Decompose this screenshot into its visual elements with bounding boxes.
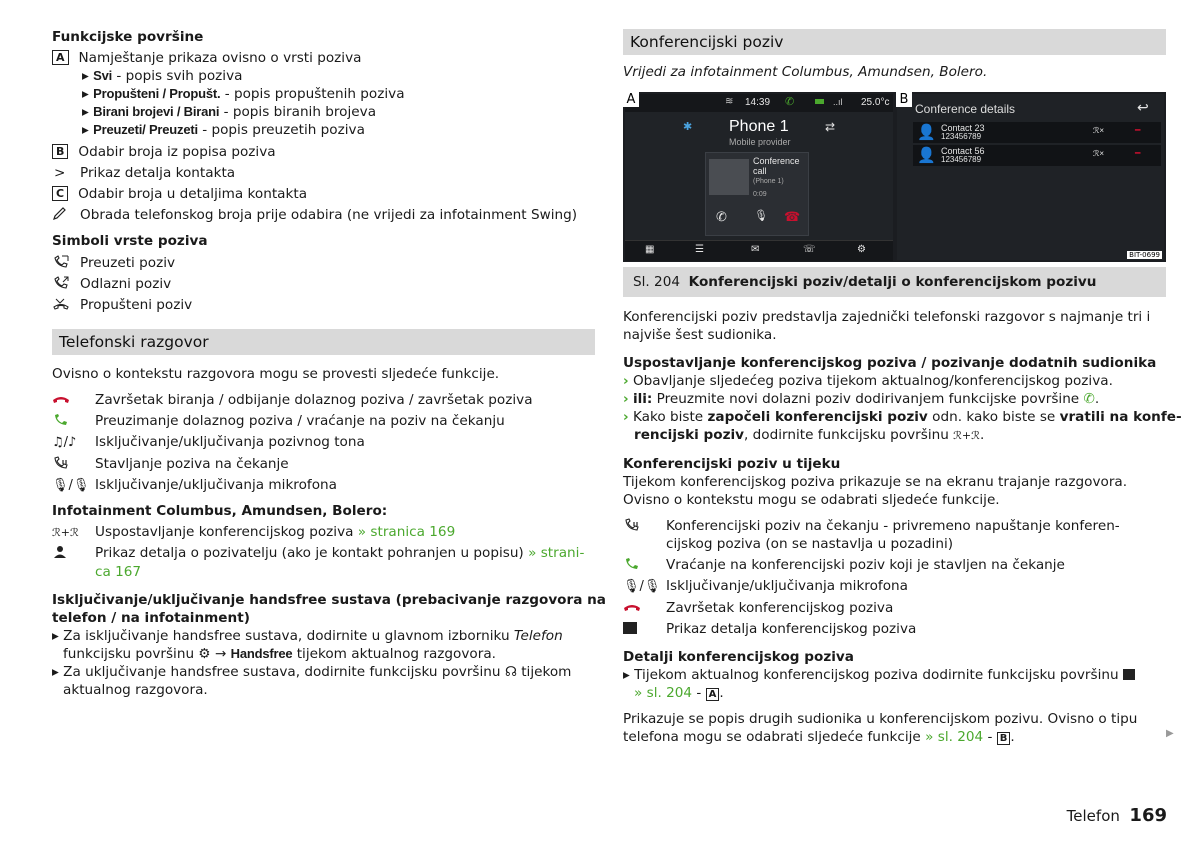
- contact-name: Contact 56: [941, 146, 985, 156]
- keypad-nav-icon[interactable]: ▦: [645, 244, 655, 255]
- fig-link-2[interactable]: » sl. 204: [925, 729, 984, 745]
- hf2-line2: aktualnog razgovora.: [63, 682, 208, 698]
- details-1: ▸ Tijekom aktualnog konferencijskog poziva dodirnite funkcijsku površinu: [623, 666, 1135, 684]
- label-a-box: A: [52, 50, 69, 65]
- handsfree-speaker-icon: ☊: [504, 664, 517, 680]
- contact-row-1[interactable]: [913, 122, 1161, 143]
- settings-nav-icon[interactable]: ⚙: [857, 244, 866, 255]
- conf-setup-row: ℛ+ℛ Uspostavljanje konferencijskog poziva » stranica 169: [52, 524, 456, 540]
- accept-call-icon: ✆: [1083, 391, 1095, 407]
- section-konferencijski-poziv: Konferencijski poziv: [623, 29, 1166, 55]
- microphone-icon: 🎙/🎙: [52, 478, 90, 493]
- hold-call-icon: [52, 456, 70, 470]
- figure-label-a: A: [623, 92, 639, 107]
- intro-text: Ovisno o kontekstu razgovora mogu se provesti sljedeće funkcije.: [52, 366, 500, 382]
- r-end: Završetak konferencijskog poziva: [623, 599, 893, 617]
- page-footer: [1067, 805, 1167, 826]
- conference-add-icon: ℛ+ℛ: [52, 526, 79, 539]
- private-call-icon[interactable]: ℛ×: [1093, 126, 1105, 135]
- contact-avatar-icon: 👤: [917, 147, 936, 164]
- handsfree-title-2: telefon / na infotainment): [52, 610, 250, 626]
- phone-provider: Mobile provider: [729, 137, 791, 147]
- symbol-received: Preuzeti poziv: [52, 254, 175, 272]
- outgoing-call-icon: [52, 276, 70, 290]
- bell-mute-icon: ♫/♪: [52, 435, 77, 450]
- applies-text: Vrijedi za infotainment Columbus, Amundsen, Bolero.: [623, 64, 988, 80]
- sub-item-2: ▸ Propušteni / Propušt. - popis propuštenih poziva: [82, 86, 405, 102]
- conference-details-icon: [1123, 669, 1135, 680]
- figure-label-b: B: [896, 92, 912, 107]
- caller-detail-row: Prikaz detalja o pozivatelju (ako je kontakt pohranjen u popisu) » strani-: [52, 544, 584, 562]
- missed-call-icon: [52, 297, 70, 311]
- details-1-cont: » sl. 204 - A .: [634, 685, 724, 701]
- conference-label-1: Conference: [753, 156, 800, 166]
- establish-title: Uspostavljanje konferencijskog poziva / pozivanje dodatnih sudionika: [623, 355, 1157, 371]
- phone-switch-icon: ⇄: [825, 120, 836, 134]
- wifi-icon: ≋: [725, 96, 734, 107]
- status-bar: [625, 94, 893, 112]
- hf2-line1: ▸ Za uključivanje handsfree sustava, dodirnite funkcijsku površinu ☊ tijekom: [52, 664, 572, 680]
- settings-gear-icon: ⚙: [198, 646, 211, 662]
- func-end-call: Završetak biranja / odbijanje dolaznog poziva / završetak poziva: [52, 391, 533, 409]
- hold-call-icon: [623, 518, 641, 532]
- screen-a: [625, 94, 893, 260]
- end-call-icon: [623, 602, 641, 612]
- bluetooth-icon: ✱: [683, 121, 693, 133]
- handsfree-title-1: Isključivanje/uključivanje handsfree sustava (prebacivanje razgovora na: [52, 592, 606, 608]
- r-hold-cont: cijskog poziva (on se nastavlja u pozadini): [666, 536, 954, 552]
- contact-name: Contact 23: [941, 123, 985, 133]
- conference-card: [705, 152, 809, 236]
- details-2: Prikazuje se popis drugih sudionika u konferencijskom pozivu. Ovisno o tipu: [623, 711, 1138, 727]
- private-call-icon[interactable]: ℛ×: [1093, 149, 1105, 158]
- figure-code: BIT-0699: [1129, 251, 1160, 259]
- hold-button[interactable]: ✆: [716, 209, 727, 224]
- pencil-icon: [52, 207, 68, 221]
- gt-symbol: >: [54, 165, 66, 181]
- end-call-button[interactable]: ☎: [784, 209, 801, 224]
- continue-arrow-icon: ▶: [1166, 728, 1174, 739]
- establish-3-cont: rencijski poziv, dodirnite funkcijsku površinu ℛ+ℛ.: [634, 427, 985, 443]
- func-hold: Stavljanje poziva na čekanje: [52, 455, 289, 473]
- func-accept-call: Preuzimanje dolaznog poziva / vraćanje na poziv na čekanju: [52, 412, 505, 430]
- label-c-box: C: [52, 186, 68, 201]
- r-details: Prikaz detalja konferencijskog poziva: [623, 620, 916, 638]
- screen-b: [897, 94, 1164, 260]
- contact-number: 123456789: [941, 132, 982, 141]
- func-mic: 🎙/🎙 Isključivanje/uključivanja mikrofona: [52, 477, 337, 493]
- figure-204: [623, 92, 1166, 262]
- symbol-missed: Propušteni poziv: [52, 296, 192, 314]
- status-temp: 25.0°c: [861, 97, 890, 108]
- conference-add-icon: ℛ+ℛ: [953, 429, 980, 442]
- person-icon: [52, 545, 68, 559]
- end-participant-icon[interactable]: ━: [1135, 125, 1141, 135]
- contact-number: 123456789: [941, 155, 982, 164]
- sub-item-4: ▸ Preuzeti/ Preuzeti - popis preuzetih poziva: [82, 122, 365, 138]
- symbol-outgoing: Odlazni poziv: [52, 275, 171, 293]
- call-duration: 0:09: [753, 191, 767, 198]
- func-ring-tone: ♫/♪ Isključivanje/uključivanja pozivnog tona: [52, 434, 365, 450]
- label-b-box: B: [52, 144, 68, 159]
- details-title: Detalji konferencijskog poziva: [623, 649, 854, 665]
- infotainment-title: Infotainment Columbus, Amundsen, Bolero:: [52, 503, 388, 519]
- contact-avatar-icon: 👤: [917, 124, 936, 141]
- conference-details-title: Conference details: [915, 102, 1016, 116]
- received-call-icon: [52, 255, 70, 269]
- footer-section: Telefon: [1066, 807, 1120, 825]
- back-button[interactable]: ↩: [1137, 99, 1149, 115]
- functional-title: Funkcijske površine: [52, 29, 204, 45]
- during-1: Tijekom konferencijskog poziva prikazuje se na ekranu trajanje razgovora.: [623, 474, 1128, 490]
- item-a: A Namještanje prikaza ovisno o vrsti poziva: [52, 49, 361, 67]
- section-telefonski-razgovor: Telefonski razgovor: [52, 329, 595, 355]
- symbols-title: Simboli vrste poziva: [52, 233, 208, 249]
- conf-page-link[interactable]: » stranica 169: [357, 524, 456, 540]
- end-participant-icon[interactable]: ━: [1135, 148, 1141, 158]
- item-c: C Odabir broja u detaljima kontakta: [52, 185, 307, 203]
- mic-button[interactable]: 🎙: [754, 210, 768, 222]
- battery-icon: [815, 99, 824, 104]
- details-2-cont: telefona mogu se odabrati sljedeće funkcije » sl. 204 - B .: [623, 729, 1015, 745]
- detail-link-2[interactable]: ca 167: [95, 564, 142, 580]
- r-resume: Vraćanje na konferencijski poziv koji je stavljen na čekanje: [623, 556, 1065, 574]
- message-nav-icon[interactable]: ✉: [751, 244, 760, 255]
- during-title: Konferencijski poziv u tijeku: [623, 456, 841, 472]
- item-gt: > Prikaz detalja kontakta: [54, 165, 236, 181]
- accept-call-icon: [623, 557, 641, 571]
- page-number: 169: [1129, 805, 1167, 826]
- conference-label-2: call: [753, 166, 767, 176]
- conference-details-icon: [623, 622, 637, 634]
- microphone-icon: 🎙/🎙: [623, 579, 661, 594]
- conf-definition: Konferencijski poziv predstavlja zajednički telefonski razgovor s najmanje tri i najviše šest sudionika.: [623, 309, 1151, 343]
- status-time: 14:39: [745, 97, 771, 108]
- sub-item-3: ▸ Birani brojevi / Birani - popis biranih brojeva: [82, 104, 377, 120]
- contact-row-2[interactable]: [913, 145, 1161, 166]
- establish-3: › Kako biste započeli konferencijski poziv odn. kako biste se vratili na konfe-: [623, 409, 1182, 425]
- accept-call-icon: [52, 413, 70, 427]
- item-b: B Odabir broja iz popisa poziva: [52, 143, 276, 161]
- phone-name: Phone 1: [729, 118, 789, 135]
- call-list-nav-icon[interactable]: ☏: [803, 244, 816, 255]
- establish-2: › ili: Preuzmite novi dolazni poziv dodirivanjem funkcijske površine ✆.: [623, 391, 1100, 407]
- conference-avatar-icon: [709, 159, 749, 195]
- hf1-line2: funkcijsku površinu ⚙ → Handsfree tijekom aktualnog razgovora.: [63, 646, 496, 662]
- establish-1: › Obavljanje sljedećeg poziva tijekom aktualnog/konferencijskog poziva.: [623, 373, 1113, 389]
- figure-caption: Sl. 204 Konferencijski poziv/detalji o konferencijskom pozivu: [623, 267, 1166, 297]
- signal-icon: ..ıl: [833, 97, 843, 107]
- contacts-nav-icon[interactable]: ☰: [695, 244, 704, 255]
- r-mic: 🎙/🎙 Isključivanje/uključivanja mikrofona: [623, 578, 908, 594]
- bottom-nav: [625, 240, 893, 261]
- sub-item-1: ▸ Svi - popis svih poziva: [82, 68, 243, 84]
- call-active-icon: ✆: [785, 96, 795, 108]
- end-call-icon: [52, 394, 70, 404]
- during-2: Ovisno o kontekstu mogu se odabrati sljedeće funkcije.: [623, 492, 1000, 508]
- detail-link-1[interactable]: » strani-: [528, 545, 585, 561]
- fig-link[interactable]: » sl. 204: [634, 685, 693, 701]
- r-hold: Konferencijski poziv na čekanju - privremeno napuštanje konferen-: [623, 517, 1120, 535]
- item-pen: Obrada telefonskog broja prije odabira (ne vrijedi za infotainment Swing): [52, 206, 577, 224]
- conference-sub: (Phone 1): [753, 178, 784, 185]
- hf1-line1: ▸ Za isključivanje handsfree sustava, dodirnite u glavnom izborniku Telefon: [52, 628, 563, 644]
